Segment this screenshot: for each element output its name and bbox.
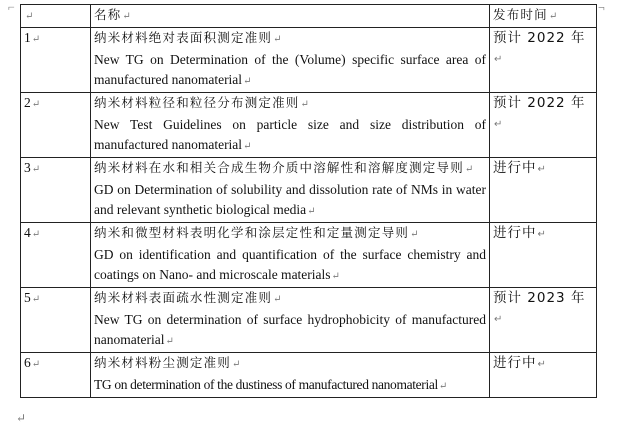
row-name-en-text: GD on identification and quantification of the surface chemistry and coatings on Nano- and microscale materials [94,247,486,282]
row-name-en-text: TG on determination of the dustiness of manufactured nanomaterial [94,377,438,392]
row-status: 预计 2023 年 [493,290,586,306]
table-corner-mark-left: ⌐ [8,0,15,14]
row-name-en [94,245,486,287]
paragraph-mark: ↵ [410,229,419,240]
row-number-cell [21,223,91,288]
table-row [21,288,597,353]
header-name-text: 名称 [94,7,122,22]
row-name-en [94,180,486,222]
row-number: 2 [24,95,31,110]
paragraph-end-mark: ↵ [16,411,27,425]
row-status: 进行中 [493,160,537,176]
header-name-cell [91,5,490,28]
row-status-cell [490,288,597,353]
row-number: 3 [24,160,31,175]
row-number: 6 [24,355,31,370]
table-row [21,158,597,223]
row-number-cell [21,288,91,353]
row-name-cell [91,28,490,93]
row-number-cell [21,93,91,158]
row-number: 5 [24,290,31,305]
row-name-en-text: New TG on determination of surface hydrophobicity of manufactured nanomaterial [94,312,486,347]
nanomaterial-test-guidelines-table [20,4,597,398]
row-name-en [94,50,486,92]
cell-end-mark: ↵ [165,336,174,347]
row-name-zh: 纳米材料粒径和粒径分布测定准则 [94,95,300,110]
table-corner-mark-right: ¬ [598,0,605,14]
row-name-en [94,115,486,157]
table-row [21,28,597,93]
row-number-cell [21,158,91,223]
row-name-zh: 纳米材料绝对表面积测定准则 [94,30,273,45]
cell-end-mark: ↵ [31,164,41,175]
row-name-cell [91,353,490,398]
header-status-text: 发布时间 [493,7,548,22]
cell-end-mark: ↵ [31,294,41,305]
paragraph-mark: ↵ [464,164,474,175]
cell-end-mark: ↵ [494,54,504,65]
table-row [21,223,597,288]
row-name-zh: 纳米材料粉尘测定准则 [94,355,232,370]
row-name-en-text: GD on Determination of solubility and dissolution rate of NMs in water and relevant synthetic biological media [94,182,486,217]
cell-end-mark: ↵ [494,119,504,130]
row-number: 1 [24,30,31,45]
cell-end-mark: ↵ [31,99,41,110]
cell-end-mark: ↵ [25,11,34,22]
row-status-cell [490,93,597,158]
cell-end-mark: ↵ [307,206,316,217]
row-name-cell [91,288,490,353]
row-status-cell [490,28,597,93]
row-name-cell [91,93,490,158]
cell-end-mark: ↵ [331,271,340,282]
paragraph-mark: ↵ [273,294,282,305]
cell-end-mark: ↵ [31,34,41,45]
header-number-cell [21,5,91,28]
row-name-zh: 纳米和微型材料表明化学和涂层定性和定量测定导则 [94,225,410,240]
row-status-cell [490,158,597,223]
row-status-cell [490,223,597,288]
paragraph-mark: ↵ [232,359,241,370]
header-status-cell [490,5,597,28]
row-number-cell [21,353,91,398]
cell-end-mark: ↵ [494,314,504,325]
row-number: 4 [24,225,31,240]
cell-end-mark: ↵ [243,141,252,152]
cell-end-mark: ↵ [438,381,447,392]
row-status: 预计 2022 年 [493,30,586,46]
row-status-cell [490,353,597,398]
table-row [21,93,597,158]
row-name-zh: 纳米材料表面疏水性测定准则 [94,290,273,305]
row-name-cell [91,158,490,223]
row-name-zh: 纳米材料在水和相关合成生物介质中溶解性和溶解度测定导则 [94,160,464,175]
paragraph-mark: ↵ [300,99,309,110]
row-number-cell [21,28,91,93]
row-name-cell [91,223,490,288]
cell-end-mark: ↵ [122,11,131,22]
row-name-en [94,375,486,397]
row-name-en [94,310,486,352]
cell-end-mark: ↵ [31,359,41,370]
table-row [21,353,597,398]
cell-end-mark: ↵ [537,359,547,370]
cell-end-mark: ↵ [537,229,547,240]
cell-end-mark: ↵ [548,11,558,22]
cell-end-mark: ↵ [243,76,252,87]
row-status: 进行中 [493,355,537,371]
row-status: 进行中 [493,225,537,241]
paragraph-mark: ↵ [273,34,282,45]
cell-end-mark: ↵ [31,229,41,240]
row-name-en-text: New TG on Determination of the (Volume) specific surface area of manufactured nanomaterial [94,52,486,87]
row-name-en-text: New Test Guidelines on particle size and size distribution of manufactured nanomaterial [94,117,486,152]
cell-end-mark: ↵ [537,164,547,175]
table-header-row [21,5,597,28]
row-status: 预计 2022 年 [493,95,586,111]
